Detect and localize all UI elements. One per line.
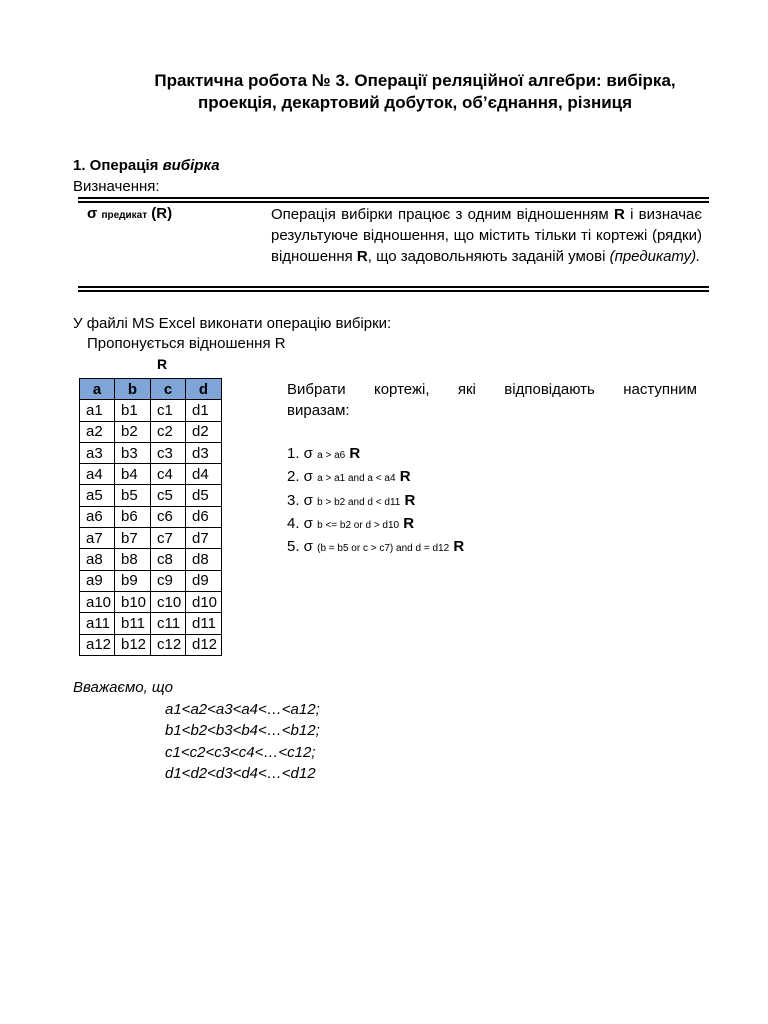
relation-ref: R bbox=[613, 206, 625, 223]
table-cell: d11 bbox=[186, 613, 222, 634]
table-cell: a5 bbox=[80, 485, 115, 506]
table-cell: d7 bbox=[186, 528, 222, 549]
table-bottom-rule-2 bbox=[78, 290, 709, 292]
selection-expression bbox=[287, 490, 464, 513]
table-cell: b3 bbox=[115, 442, 151, 463]
table-cell: b5 bbox=[115, 485, 151, 506]
table-cell: a11 bbox=[80, 613, 115, 634]
table-cell: d1 bbox=[186, 400, 222, 421]
expression-relation: R bbox=[399, 468, 411, 486]
expression-condition: b <= b2 or d > d10 bbox=[317, 519, 400, 531]
table-cell: c8 bbox=[151, 549, 186, 570]
assumption-line: b1<b2<b3<b4<…<b12; bbox=[165, 722, 320, 740]
intro-word: відповідають bbox=[504, 381, 595, 398]
expression-condition: a > a6 bbox=[317, 450, 346, 461]
selection-expression bbox=[287, 536, 464, 559]
table-cell: b8 bbox=[115, 549, 151, 570]
table-cell: c3 bbox=[151, 442, 186, 463]
table-cell: d9 bbox=[186, 570, 222, 591]
table-cell: a6 bbox=[80, 506, 115, 527]
definition-text-part: , що задовольняють заданій умові bbox=[367, 248, 610, 265]
table-header-row bbox=[80, 379, 222, 400]
table-cell: d8 bbox=[186, 549, 222, 570]
section-name: вибірка bbox=[162, 157, 220, 174]
proposed-relation-text: Пропонується відношення R bbox=[87, 335, 286, 352]
table-cell: c5 bbox=[151, 485, 186, 506]
table-cell: d12 bbox=[186, 634, 222, 655]
section-heading bbox=[73, 157, 220, 174]
table-cell: b7 bbox=[115, 528, 151, 549]
relation-name: R bbox=[157, 356, 168, 372]
table-cell: b11 bbox=[115, 613, 151, 634]
table-cell: a1 bbox=[80, 400, 115, 421]
relation-ref: R bbox=[356, 248, 368, 265]
expression-condition: b > b2 and d < d11 bbox=[317, 496, 401, 508]
relation-table bbox=[79, 378, 222, 656]
table-row bbox=[80, 485, 222, 506]
relation-argument: (R) bbox=[147, 205, 173, 222]
selection-intro bbox=[287, 379, 697, 421]
intro-word: які bbox=[457, 381, 476, 398]
table-row bbox=[80, 570, 222, 591]
table-row bbox=[80, 464, 222, 485]
title-line-1: Практична робота № 3. Операції реляційної алгебри: вибірка, bbox=[154, 71, 676, 90]
expression-number: 5. σ bbox=[287, 538, 318, 556]
sigma-symbol: σ bbox=[87, 205, 98, 222]
table-cell: c6 bbox=[151, 506, 186, 527]
column-header: d bbox=[186, 379, 222, 400]
table-cell: c1 bbox=[151, 400, 186, 421]
table-cell: d6 bbox=[186, 506, 222, 527]
expression-relation: R bbox=[403, 514, 415, 532]
expression-list bbox=[287, 443, 464, 559]
selection-intro-line-1 bbox=[287, 379, 697, 400]
table-cell: b12 bbox=[115, 634, 151, 655]
page-title bbox=[70, 70, 760, 114]
table-cell: c9 bbox=[151, 570, 186, 591]
table-row bbox=[80, 442, 222, 463]
definition-label: Визначення: bbox=[73, 178, 160, 195]
table-cell: c2 bbox=[151, 421, 186, 442]
table-cell: d5 bbox=[186, 485, 222, 506]
table-cell: a10 bbox=[80, 591, 115, 612]
table-row bbox=[80, 634, 222, 655]
table-cell: b4 bbox=[115, 464, 151, 485]
table-cell: a9 bbox=[80, 570, 115, 591]
intro-word: кортежі, bbox=[373, 381, 430, 398]
table-cell: d3 bbox=[186, 442, 222, 463]
definition-text bbox=[271, 204, 702, 267]
table-cell: a4 bbox=[80, 464, 115, 485]
table-cell: d10 bbox=[186, 591, 222, 612]
table-row bbox=[80, 613, 222, 634]
table-cell: c4 bbox=[151, 464, 186, 485]
expression-number: 3. σ bbox=[287, 491, 318, 509]
intro-word: наступним bbox=[623, 381, 697, 398]
column-header: a bbox=[80, 379, 115, 400]
assumption-line: c1<c2<c3<c4<…<c12; bbox=[165, 743, 316, 761]
assumptions-list bbox=[165, 699, 320, 784]
table-cell: d4 bbox=[186, 464, 222, 485]
title-line-2: проекція, декартовий добуток, об’єднання, різниця bbox=[197, 93, 633, 112]
selection-expression bbox=[287, 513, 464, 536]
definition-text-part: і визначає результуюче відношення, що містить тільки ті кортежі (рядки) відношення bbox=[271, 206, 702, 265]
selection-intro-line-2: виразам: bbox=[287, 402, 350, 419]
assumption-line: d1<d2<d3<d4<…<d12 bbox=[165, 764, 316, 782]
expression-relation: R bbox=[453, 538, 465, 556]
assumptions-title: Вважаємо, що bbox=[73, 679, 174, 696]
table-cell: c10 bbox=[151, 591, 186, 612]
selection-notation bbox=[87, 205, 172, 222]
table-body bbox=[80, 400, 222, 656]
assumption-line: a1<a2<a3<a4<…<a12; bbox=[165, 701, 320, 718]
column-header: b bbox=[115, 379, 151, 400]
table-cell: c7 bbox=[151, 528, 186, 549]
table-cell: d2 bbox=[186, 421, 222, 442]
expression-number: 1. σ bbox=[287, 445, 318, 462]
table-cell: a8 bbox=[80, 549, 115, 570]
table-row bbox=[80, 400, 222, 421]
expression-relation: R bbox=[404, 491, 416, 509]
expression-number: 4. σ bbox=[287, 514, 318, 532]
table-cell: b1 bbox=[115, 400, 151, 421]
selection-expression bbox=[287, 466, 464, 489]
table-cell: c12 bbox=[151, 634, 186, 655]
table-cell: a3 bbox=[80, 442, 115, 463]
table-row bbox=[80, 591, 222, 612]
table-top-rule-2 bbox=[78, 201, 709, 203]
table-cell: b10 bbox=[115, 591, 151, 612]
table-cell: a2 bbox=[80, 421, 115, 442]
table-cell: a7 bbox=[80, 528, 115, 549]
expression-number: 2. σ bbox=[287, 468, 318, 486]
section-number: 1. Операція bbox=[73, 157, 163, 174]
table-row bbox=[80, 421, 222, 442]
predicate-term: (предикату). bbox=[609, 248, 701, 265]
expression-condition: a > a1 and a < a4 bbox=[317, 473, 396, 485]
table-cell: b2 bbox=[115, 421, 151, 442]
table-cell: c11 bbox=[151, 613, 186, 634]
table-row bbox=[80, 549, 222, 570]
column-header: c bbox=[151, 379, 186, 400]
expression-relation: R bbox=[349, 445, 361, 462]
table-row bbox=[80, 528, 222, 549]
table-cell: b6 bbox=[115, 506, 151, 527]
predicate-subscript: предикат bbox=[101, 210, 148, 221]
intro-word: Вибрати bbox=[287, 381, 346, 398]
expression-condition: (b = b5 or c > c7) and d = d12 bbox=[317, 543, 450, 555]
table-bottom-rule-1 bbox=[78, 286, 709, 288]
task-instruction: У файлі MS Excel виконати операцію вибірки: bbox=[73, 315, 392, 332]
table-row bbox=[80, 506, 222, 527]
table-top-rule-1 bbox=[78, 197, 709, 199]
table-cell: b9 bbox=[115, 570, 151, 591]
definition-text-part: Операція вибірки працює з одним відношенням bbox=[271, 206, 614, 223]
table-cell: a12 bbox=[80, 634, 115, 655]
selection-expression bbox=[287, 443, 464, 466]
